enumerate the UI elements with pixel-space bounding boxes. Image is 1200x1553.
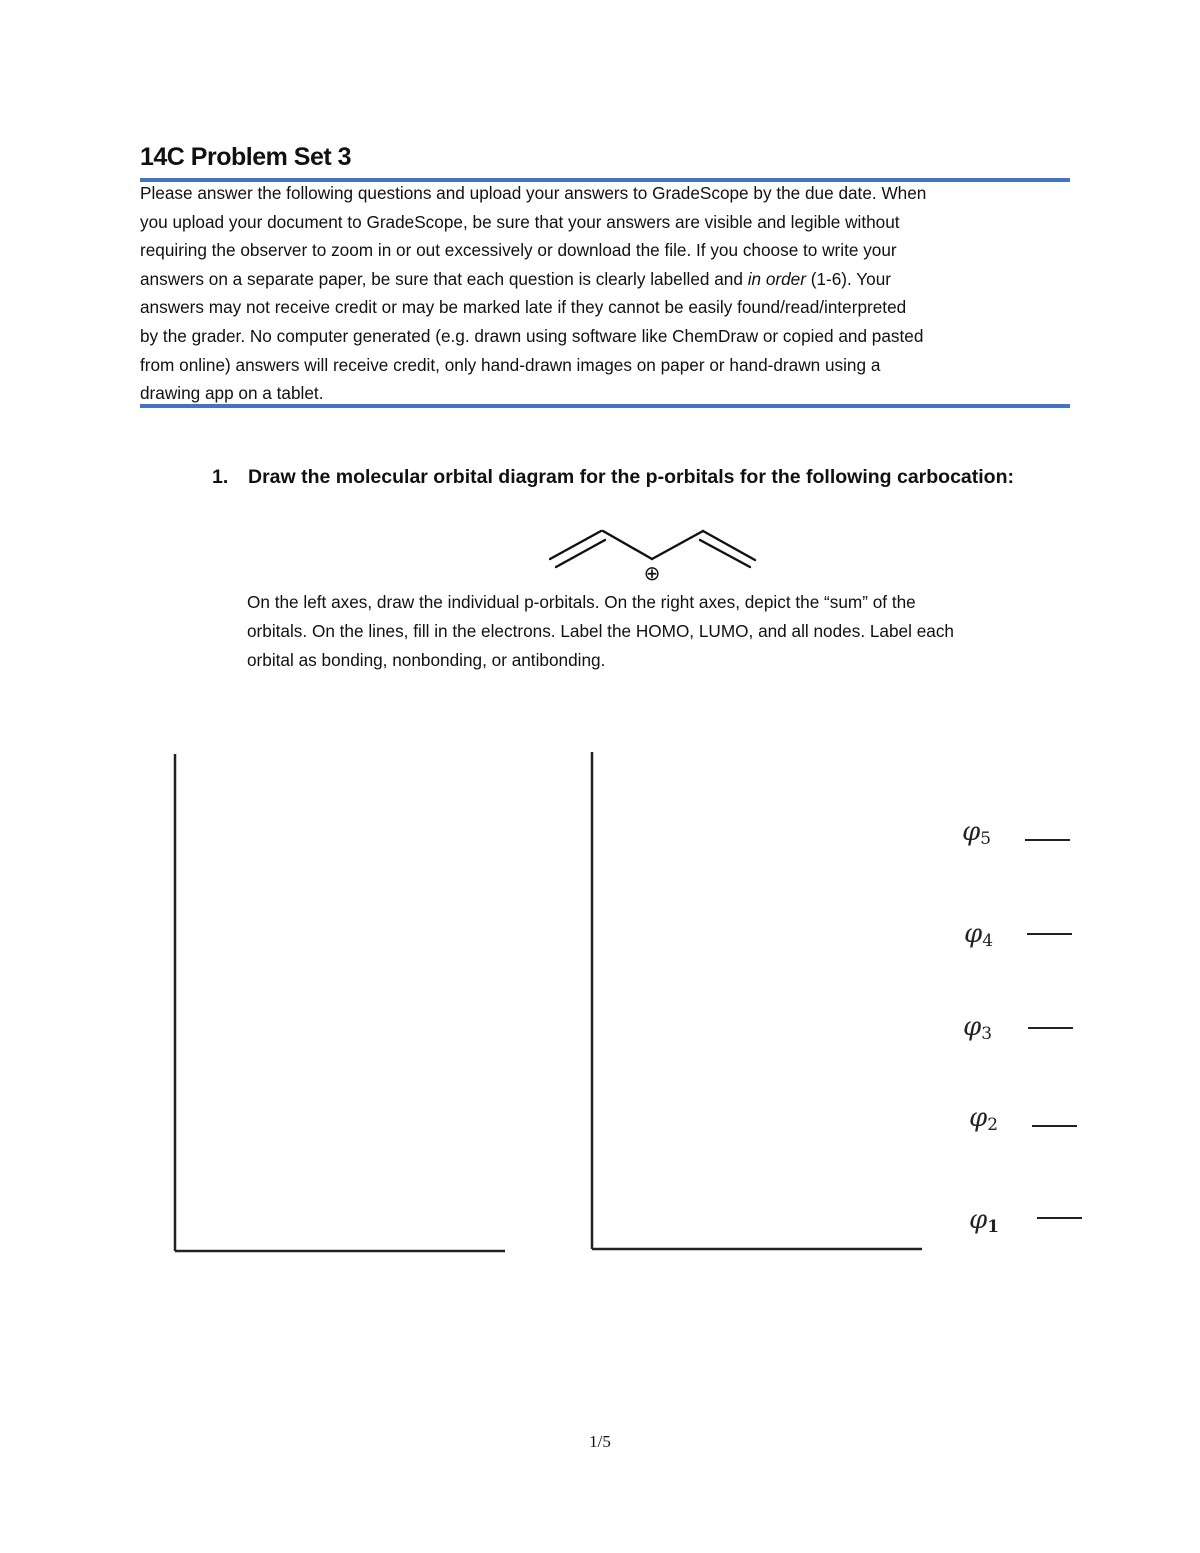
single-bond-right	[652, 531, 703, 559]
question-instruction-line: orbitals. On the lines, fill in the electrons. Label the HOMO, LUMO, and all nodes. Label each	[247, 621, 954, 641]
orbital-index: 4	[982, 931, 994, 951]
question-1-instructions	[247, 588, 954, 675]
orbital-label-phi3	[963, 1012, 992, 1044]
orbital-symbol: φ	[969, 1205, 988, 1235]
page-title: 14C Problem Set 3	[140, 143, 352, 171]
question-text: Draw the molecular orbital diagram for the p-orbitals for the following carbocation:	[248, 466, 1014, 488]
energy-levels	[1025, 840, 1082, 1218]
instructions-line: Please answer the following questions and upload your answers to GradeScope by the due date. When	[140, 183, 927, 203]
instructions-line: requiring the observer to zoom in or out excessively or download the file. If you choose to write your	[140, 240, 897, 261]
orbital-index: 3	[981, 1024, 993, 1044]
emphasis-in-order: in order	[747, 268, 806, 289]
instructions-line-tail: (1-6). Your	[805, 268, 891, 289]
single-bond-left	[603, 531, 652, 559]
left-axes	[175, 754, 505, 1251]
double-bond-left-a	[550, 531, 601, 559]
orbital-label-phi1	[969, 1205, 999, 1237]
orbital-index: 5	[980, 829, 992, 849]
instructions-line: drawing app on a tablet.	[140, 383, 324, 404]
instructions-line: from online) answers will receive credit, only hand-drawn images on paper or hand-drawn using a	[140, 354, 881, 375]
orbital-symbol: φ	[962, 817, 981, 847]
positive-charge-icon: ⊕	[643, 561, 661, 585]
right-axes	[592, 752, 922, 1249]
page-number: 1/5	[589, 1432, 611, 1451]
orbital-index: 2	[987, 1115, 999, 1135]
question-instruction-line: On the left axes, draw the individual p-orbitals. On the right axes, depict the “sum” of the	[247, 592, 916, 612]
instructions-line: by the grader. No computer generated (e.g. drawn using software like ChemDraw or copied and pasted	[140, 325, 924, 346]
orbital-index: 1	[987, 1217, 1000, 1237]
instructions-line: you upload your document to GradeScope, be sure that your answers are visible and legible without	[140, 211, 900, 232]
orbital-symbol: φ	[964, 919, 983, 949]
orbital-label-phi5	[962, 817, 991, 849]
orbital-symbol: φ	[969, 1103, 988, 1133]
orbital-label-phi2	[969, 1103, 998, 1135]
instructions-line: answers may not receive credit or may be marked late if they cannot be easily found/read/interpreted	[140, 297, 907, 318]
instructions-line-text: answers on a separate paper, be sure that each question is clearly labelled and	[140, 268, 748, 289]
orbital-label-phi4	[964, 919, 993, 951]
question-instruction-line: orbital as bonding, nonbonding, or antibonding.	[247, 650, 606, 670]
question-number: 1.	[212, 466, 229, 488]
orbital-symbol: φ	[963, 1012, 982, 1042]
double-bond-left-b	[556, 540, 605, 567]
